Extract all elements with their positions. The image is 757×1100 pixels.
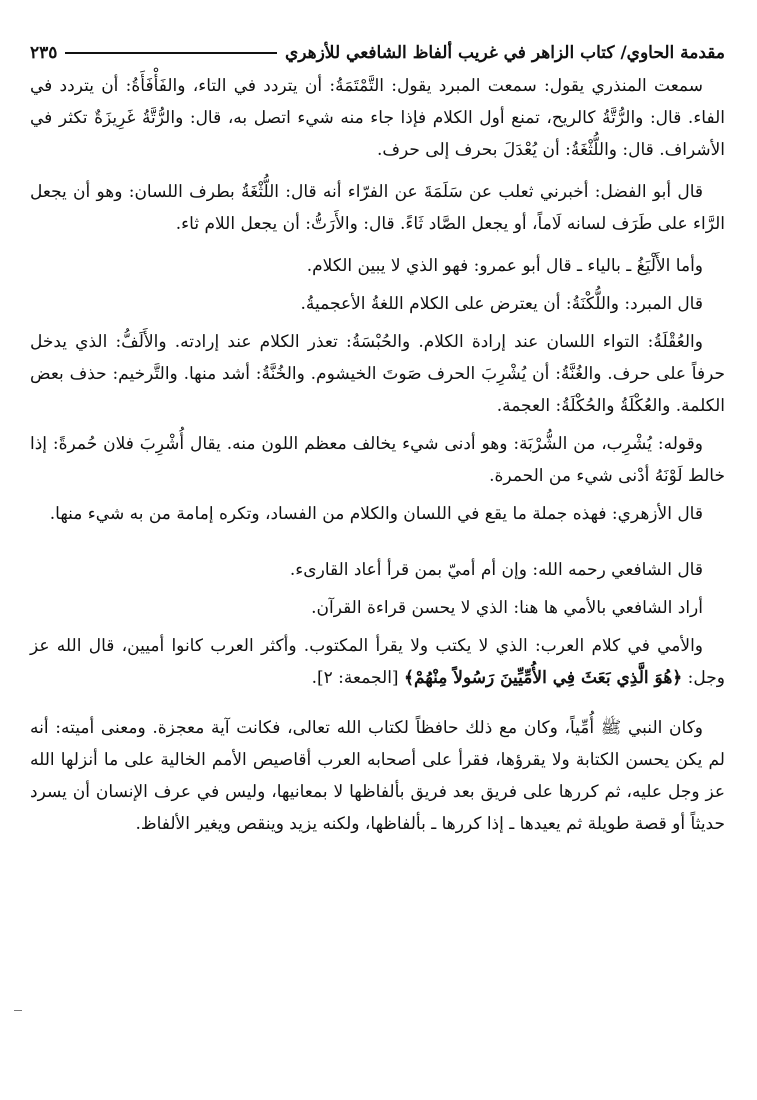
paragraph-prophet-ummi: وكان النبي ﷺ أُمِّياً، وكان مع ذلك حافظاً لكتاب الله تعالى، فكانت آية معجزة. ومعنى أميته: أنه لم يكن يحسن الكتابة ولا يقرؤها، فقرأ على أصحابه العرب أقاصيص الأمم الخالية على ما أنزلها الله عز وجل عليه، ثم كررها على فريق بعد فريق بألفاظها لا بمعانيها، وليس في عرف الإنسان أن يسرد حديثاً أو قصة طويلة ثم يعيدها ـ إذا كررها ـ بألفاظها، ولكنه يزيد وينقص ويغير الألفاظ.: [30, 718, 725, 834]
page-number: ٢٣٥: [30, 43, 58, 63]
verse-reference: [الجمعة: ٢].: [311, 668, 399, 688]
margin-mark: [14, 1010, 22, 1011]
paragraph-azhari: قال الأزهري: فهذه جملة ما يقع في اللسان والكلام من الفساد، وتكره إمامة من به شيء منها.: [49, 504, 703, 524]
paragraph-tamtama: سمعت المنذري يقول: سمعت المبرد يقول: التَّمْتَمَةُ: أن يتردد في التاء، والفَأْفَأَةُ: أن يتردد في الفاء. قال: والرُّتَّةُ كالريح، تمنع أول الكلام فإذا جاء منه شيء اتصل به، قال: والرُّتَّةُ غَرِيزَةٌ تكثر في الأشراف. قال: واللُّثْغَةُ: أن يُعْدَلَ بحرف إلى حرف.: [30, 76, 725, 160]
paragraph-uqla: والعُقْلَةُ: التواء اللسان عند إرادة الكلام. والحُبْسَةُ: تعذر الكلام عند إرادته. والأَلَفُّ: الذي يدخل حرفاً على حرف. والغُنَّةُ: أن يُشْرِبَ الحرف صَوتَ الخيشوم. والخُنَّةُ: أشد منها. والتَّرخيم: حذف بعض الكلمة. والعُكْلَةُ والحُكْلَةُ: العجمة.: [30, 332, 725, 416]
header-rule: [65, 52, 277, 54]
document-page: [30, 40, 725, 1080]
paragraph-ummi-arabs: [30, 630, 725, 694]
paragraph-lukna: قال المبرد: واللُّكْنَةُ: أن يعترض على الكلام اللغةُ الأعجميةُ.: [300, 294, 703, 314]
book-title: مقدمة الحاوي/ كتاب الزاهر في غريب ألفاظ الشافعي للأزهري: [284, 43, 725, 63]
paragraph-shafii-quote: قال الشافعي رحمه الله: وإن أم أميّ بمن قرأ أعاد القارىء.: [289, 560, 703, 580]
running-header: [30, 40, 725, 66]
paragraph-lathgha: قال أبو الفضل: أخبرني ثعلب عن سَلَمَةَ عن الفرّاء أنه قال: اللُّثْغَةُ بطرف اللسان: وهو أن يجعل الرَّاء على طَرَف لسانه لَاماً، أو يجعل الصَّاد ثَاءً. قال: والأَرَتُّ: أن يجعل اللام ثاء.: [30, 182, 725, 234]
paragraph-yushrib: وقوله: يُشْرِب، من الشُّرْبَة: وهو أدنى شيء يخالف معظم اللون منه. يقال أُشْرِبَ فلان حُمرةً: إذا خالط لَوْنَهُ أدْنى شيء من الحمرة.: [30, 434, 725, 486]
paragraph-ummi-meaning: أراد الشافعي بالأمي ها هنا: الذي لا يحسن قراءة القرآن.: [311, 598, 703, 618]
quran-verse: ﴿هُوَ الَّذِي بَعَثَ فِي الأُمِّيِّينَ رَسُولاً مِنْهُمْ﴾: [403, 668, 683, 688]
ummi-text: والأمي في كلام العرب: الذي لا يكتب ولا يقرأ المكتوب. وأكثر العرب كانوا أميين، قال الله عز وجل:: [30, 636, 725, 688]
paragraph-alyagh: وأما الأَلْيَغُ ـ بالياء ـ قال أبو عمرو: فهو الذي لا يبين الكلام.: [306, 256, 703, 276]
